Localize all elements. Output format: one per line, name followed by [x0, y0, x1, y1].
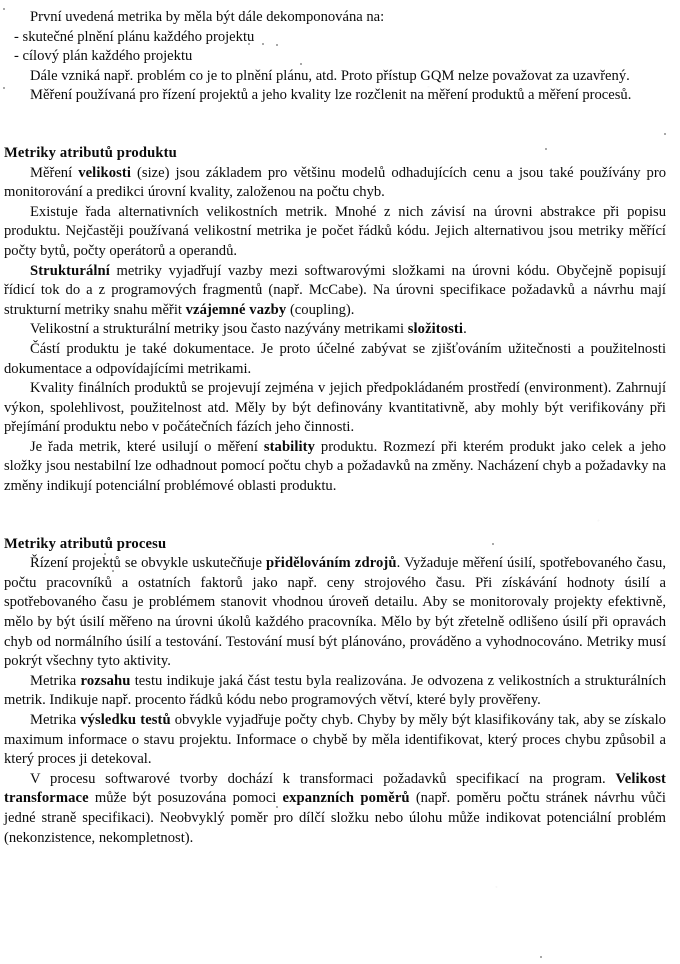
- section-heading-process: Metriky atributů procesu: [4, 535, 167, 552]
- emphasis-velikost-transformace: Velikost transformace: [4, 770, 666, 807]
- paragraph-deleni-text: Měření používaná pro řízení projektů a jeho kvality lze rozčlenit na měření produktů a měření procesů.: [30, 87, 632, 104]
- paragraph-slozitost-part1: Velikostní a strukturální metriky jsou často nazývány metrikami: [30, 321, 408, 338]
- document-body: [4, 8, 666, 848]
- paragraph-stability: [4, 438, 666, 497]
- paragraph-transformace-part1: V procesu softwarové tvorby dochází k transformaci požadavků specifikací na program.: [30, 770, 616, 787]
- paragraph-transformace-part3: (např. poměru počtu stránek návrhu vůči jedné straně specifikaci). Neobvyklý poměr pro dílčí složku nebo úlohu může indikovat potenciální problém (nekonzistence, nekompletnost).: [4, 790, 666, 846]
- emphasis-velikosti: velikosti: [78, 164, 131, 181]
- paragraph-rozsah-part2: testu indikuje jaká část testu byla realizována. Je odvozena z velikostních a strukturálních metrik. Indikuje např. procento řádků kódu nebo programových větví, které byly prověřeny.: [4, 672, 666, 709]
- paragraph-velikost-part1: Měření: [30, 164, 79, 181]
- section-spacer: [4, 497, 666, 535]
- paragraph-velikost: [4, 164, 666, 203]
- emphasis-slozitosti: složitosti: [407, 321, 464, 338]
- paragraph-rizeni: [4, 554, 666, 672]
- paragraph-velikost-part2: (size) jsou základem pro většinu modelů odhadujících cenu a jsou také používány pro monitorování a predikci úrovní kvality, založenou na počtu chyb.: [4, 164, 666, 201]
- emphasis-rozsahu: rozsahu: [80, 672, 131, 689]
- emphasis-vzajemne-vazby: vzájemné vazby: [185, 301, 287, 318]
- paragraph-gqm: [4, 67, 666, 87]
- emphasis-stability: stability: [263, 438, 315, 455]
- paragraph-rizeni-part2: . Vyžaduje měření úsilí, spotřebovaného času, počtu pracovníků a ostatních faktorů jako např. ceny strojového času. Při získávání hodnoty úsilí a spotřebovaného času je problémem stanovit vhodnou úroveň detailu. Aby se monitorovaly projekty efektivně, mělo by být úsilí měřeno na úrovni úkolů každého pracovníka. Mělo by být zřetelně odlišeno úsilí při opravách chyb od normálního úsilí a testování. Testování musí být plánováno, prováděno a vyhodnocováno. Metriky musí pokrýt všechny tyto aktivity.: [4, 555, 666, 670]
- section-spacer: [4, 106, 666, 144]
- paragraph-strukturalni-part2: (coupling).: [286, 301, 355, 318]
- paragraph-stability-part1: Je řada metrik, které usilují o měření: [30, 438, 264, 455]
- paragraph-rozsah-testu: [4, 672, 666, 711]
- paragraph-alternativni-metriky-text: Existuje řada alternativních velikostních metrik. Mnohé z nich závisí na úrovni abstrakce při popisu produktu. Nejčastěji používaná velikostní metrika je počet řádků kódu. Jejich alternativou jsou metriky měřící počty bytů, počty operátorů a operandů.: [4, 203, 666, 259]
- paragraph-slozitost: [4, 320, 666, 340]
- emphasis-expanznich-pomeru: expanzních poměrů: [282, 790, 410, 807]
- paragraph-gqm-text: Dále vzniká např. problém co je to plnění plánu, atd. Proto přístup GQM nelze považovat za uzavřený.: [30, 67, 630, 84]
- paragraph-transformace-part2: může být posuzována pomoci: [88, 790, 283, 807]
- emphasis-vysledku-testu: výsledku testů: [80, 712, 171, 728]
- scan-speckle: [540, 956, 542, 958]
- paragraph-alternativni-metriky: [4, 203, 666, 262]
- paragraph-strukturalni: [4, 262, 666, 321]
- paragraph-rizeni-part1: Řízení projektů se obvykle uskutečňuje: [30, 555, 267, 572]
- paragraph-deleni: [4, 86, 666, 106]
- paragraph-rozsah-part1: Metrika: [30, 672, 81, 689]
- list-item: - skutečné plnění plánu každého projektu: [14, 28, 255, 45]
- paragraph-lead: První uvedená metrika by měla být dále dekomponována na:: [30, 9, 385, 25]
- emphasis-pridelovanim-zdroju: přidělováním zdrojů: [266, 555, 397, 572]
- section-heading-product: Metriky atributů produktu: [4, 144, 177, 161]
- paragraph-vysledky-part1: Metrika: [30, 712, 81, 728]
- paragraph-vysledky-part2: obvykle vyjadřuje počty chyb. Chyby by měly být klasifikovány tak, aby se získalo maximum informace o stavu projektu. Informace o chybě by měla identifikovat, který proces chybu způsobil a který proces ji detekoval.: [4, 712, 666, 768]
- paragraph-stability-part2: produktu. Rozmezí při kterém produkt jako celek a jeho složky jsou nestabilní lze odhadnout pomocí počtu chyb a požadavků na změny. Nacházení chyb a požadavky na změny indikují potenciální problémové oblasti produktu.: [4, 438, 666, 495]
- paragraph-strukturalni-part1: metriky vyjadřují vazby mezi softwarovými složkami na úrovni kódu. Obyčejně popisují řídicí tok do a z programových fragmentů (např. McCabe). Na úrovni specifikace požadavků a návrhu mají strukturní metriky snahu měřit: [4, 262, 666, 318]
- paragraph-vysledky-testu: [4, 711, 666, 770]
- list-item: - cílový plán každého projektu: [14, 48, 193, 65]
- paragraph-dokumentace: [4, 340, 666, 379]
- paragraph-transformace: [4, 770, 666, 848]
- paragraph-dokumentace-text: Částí produktu je také dokumentace. Je proto účelné zabývat se zjišťováním užitečnosti a použitelnosti dokumentace a odpovídajícími metrikami.: [4, 340, 666, 377]
- paragraph-kvality: [4, 379, 666, 438]
- paragraph-slozitost-part2: .: [463, 321, 467, 338]
- emphasis-strukturalni: Strukturální: [30, 262, 110, 279]
- paragraph-kvality-text: Kvality finálních produktů se projevují zejména v jejich předpokládaném prostředí (environment). Zahrnují výkon, spolehlivost, použitelnost atd. Měly by být definovány kvantitativně, aby mohly být verifikovány při přejímání produktu nebo v počátečních fázích jeho činnosti.: [4, 380, 666, 436]
